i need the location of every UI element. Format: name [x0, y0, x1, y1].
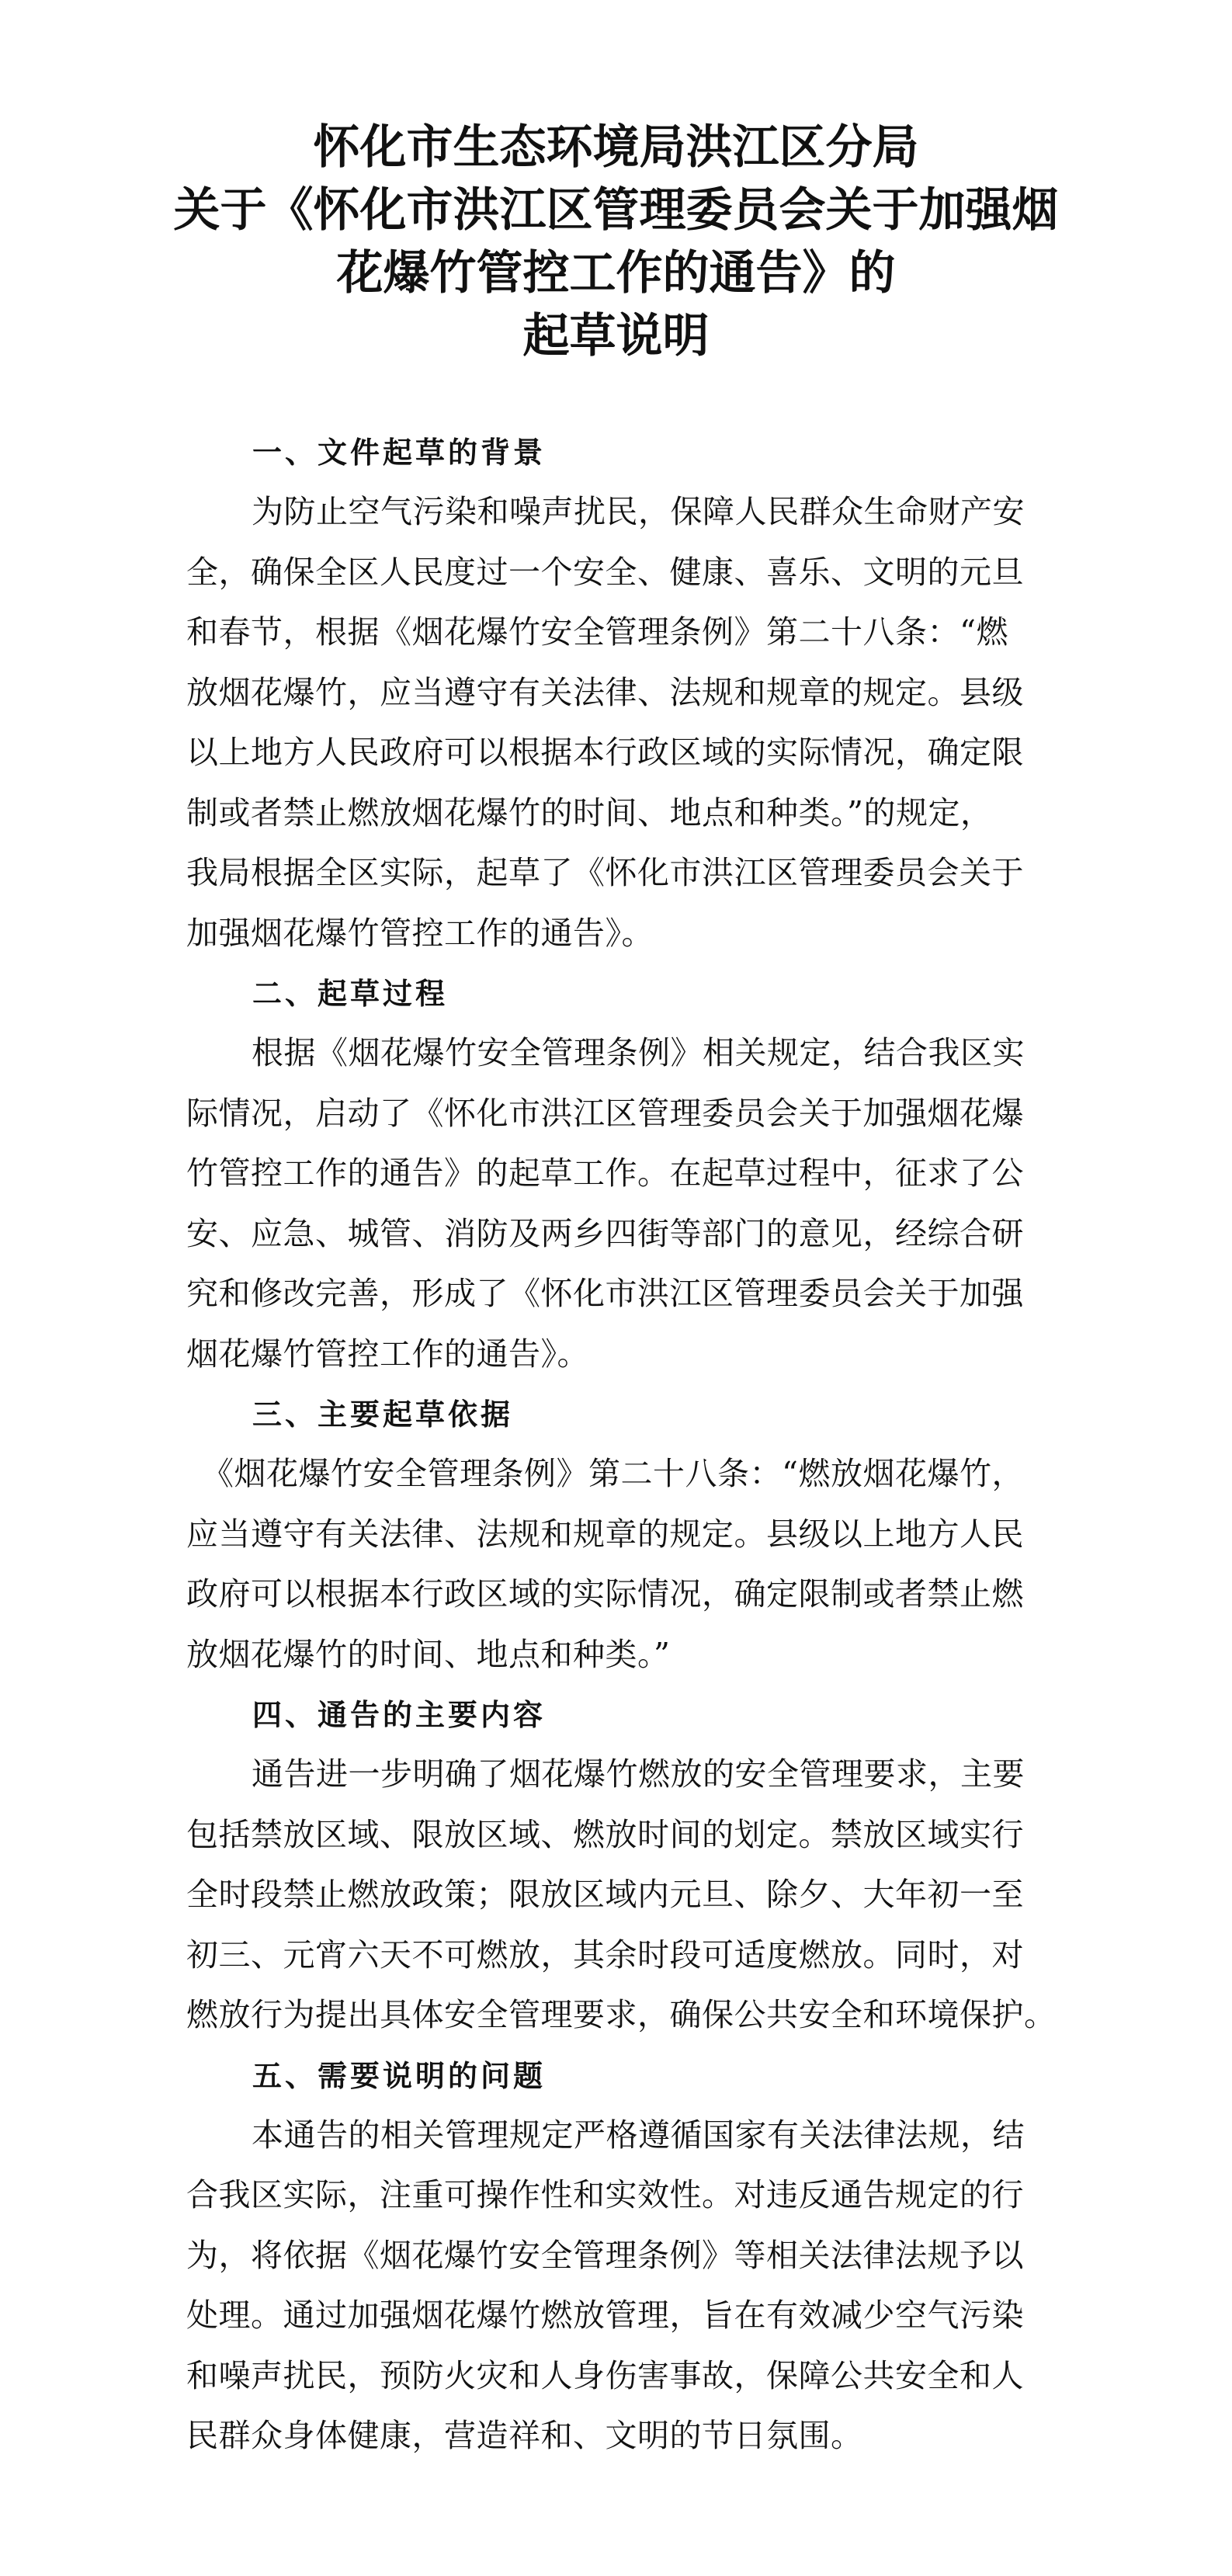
- section-heading: 一、文件起草的背景: [252, 435, 547, 470]
- section-legal-basis: [186, 1384, 1071, 1685]
- paragraph-line: 究和修改完善，形成了《怀化市洪江区管理委员会关于加强: [186, 1275, 1024, 1312]
- title-line: 关于《怀化市洪江区管理委员会关于加强烟: [173, 183, 1059, 238]
- paragraph-line: 《烟花爆竹安全管理条例》第二十八条：“燃放烟花爆竹，: [202, 1455, 1024, 1492]
- section-heading: 二、起草过程: [252, 976, 449, 1011]
- paragraph-line: 际情况，启动了《怀化市洪江区管理委员会关于加强烟花爆: [186, 1094, 1024, 1132]
- paragraph: [186, 1023, 1071, 1384]
- paragraph: [186, 1745, 1071, 2046]
- paragraph-line: 为防止空气污染和噪声扰民，保障人民群众生命财产安: [252, 493, 1025, 530]
- paragraph: [186, 482, 1071, 963]
- section-main-content: [186, 1685, 1071, 2046]
- paragraph-line: 本通告的相关管理规定严格遵循国家有关法律法规，结: [252, 2116, 1025, 2154]
- section-background: [186, 422, 1071, 963]
- paragraph-line: 我局根据全区实际，起草了《怀化市洪江区管理委员会关于: [186, 854, 1024, 891]
- paragraph-line: 全，确保全区人民度过一个安全、健康、喜乐、文明的元旦: [186, 553, 1024, 591]
- title-line: 花爆竹管控工作的通告》的: [336, 246, 896, 300]
- paragraph-line: 民群众身体健康，营造祥和、文明的节日氛围。: [186, 2417, 863, 2454]
- paragraph-line: 烟花爆竹管控工作的通告》。: [186, 1335, 589, 1373]
- paragraph: [186, 2106, 1071, 2467]
- document-body: [186, 422, 1071, 2467]
- paragraph-line: 加强烟花爆竹管控工作的通告》。: [186, 914, 654, 952]
- paragraph-line: 应当遵守有关法律、法规和规章的规定。县级以上地方人民: [186, 1515, 1024, 1553]
- paragraph-line: 通告进一步明确了烟花爆竹燃放的安全管理要求，主要: [252, 1755, 1025, 1793]
- paragraph-line: 制或者禁止燃放烟花爆竹的时间、地点和种类。”的规定，: [186, 793, 993, 831]
- paragraph-line: 竹管控工作的通告》的起草工作。在起草过程中，征求了公: [186, 1154, 1024, 1192]
- paragraph-line: 和噪声扰民，预防火灾和人身伤害事故，保障公共安全和人: [186, 2356, 1024, 2394]
- paragraph-line: 政府可以根据本行政区域的实际情况，确定限制或者禁止燃: [186, 1575, 1024, 1613]
- paragraph-line: 全时段禁止燃放政策；限放区域内元旦、除夕、大年初一至: [186, 1876, 1024, 1913]
- paragraph-line: 燃放行为提出具体安全管理要求，确保公共安全和环境保护。: [186, 1996, 1057, 2033]
- paragraph-line: 和春节，根据《烟花爆竹安全管理条例》第二十八条：“燃: [186, 613, 1008, 651]
- paragraph-line: 根据《烟花爆竹安全管理条例》相关规定，结合我区实: [252, 1034, 1025, 1071]
- paragraph: [186, 1444, 1071, 1685]
- paragraph-line: 放烟花爆竹，应当遵守有关法律、法规和规章的规定。县级: [186, 673, 1024, 711]
- title-line: 起草说明: [522, 309, 710, 363]
- section-heading: 五、需要说明的问题: [252, 2057, 547, 2093]
- section-heading: 三、主要起草依据: [252, 1397, 514, 1432]
- title-line: 怀化市生态环境局洪江区分局: [313, 120, 919, 175]
- document-title: [0, 116, 1232, 368]
- paragraph-line: 合我区实际，注重可操作性和实效性。对违反通告规定的行: [186, 2176, 1024, 2213]
- paragraph-line: 处理。通过加强烟花爆竹燃放管理，旨在有效减少空气污染: [186, 2297, 1024, 2334]
- paragraph-line: 安、应急、城管、消防及两乡四街等部门的意见，经综合研: [186, 1214, 1024, 1252]
- section-heading: 四、通告的主要内容: [252, 1697, 547, 1732]
- paragraph-line: 为，将依据《烟花爆竹安全管理条例》等相关法律法规予以: [186, 2236, 1024, 2274]
- paragraph-line: 初三、元宵六天不可燃放，其余时段可适度燃放。同时，对: [186, 1935, 1024, 1974]
- section-issues: [186, 2046, 1071, 2467]
- paragraph-line: 以上地方人民政府可以根据本行政区域的实际情况，确定限: [186, 734, 1024, 771]
- section-drafting-process: [186, 963, 1071, 1384]
- paragraph-line: 放烟花爆竹的时间、地点和种类。”: [186, 1635, 671, 1673]
- paragraph-line: 包括禁放区域、限放区域、燃放时间的划定。禁放区域实行: [186, 1815, 1024, 1853]
